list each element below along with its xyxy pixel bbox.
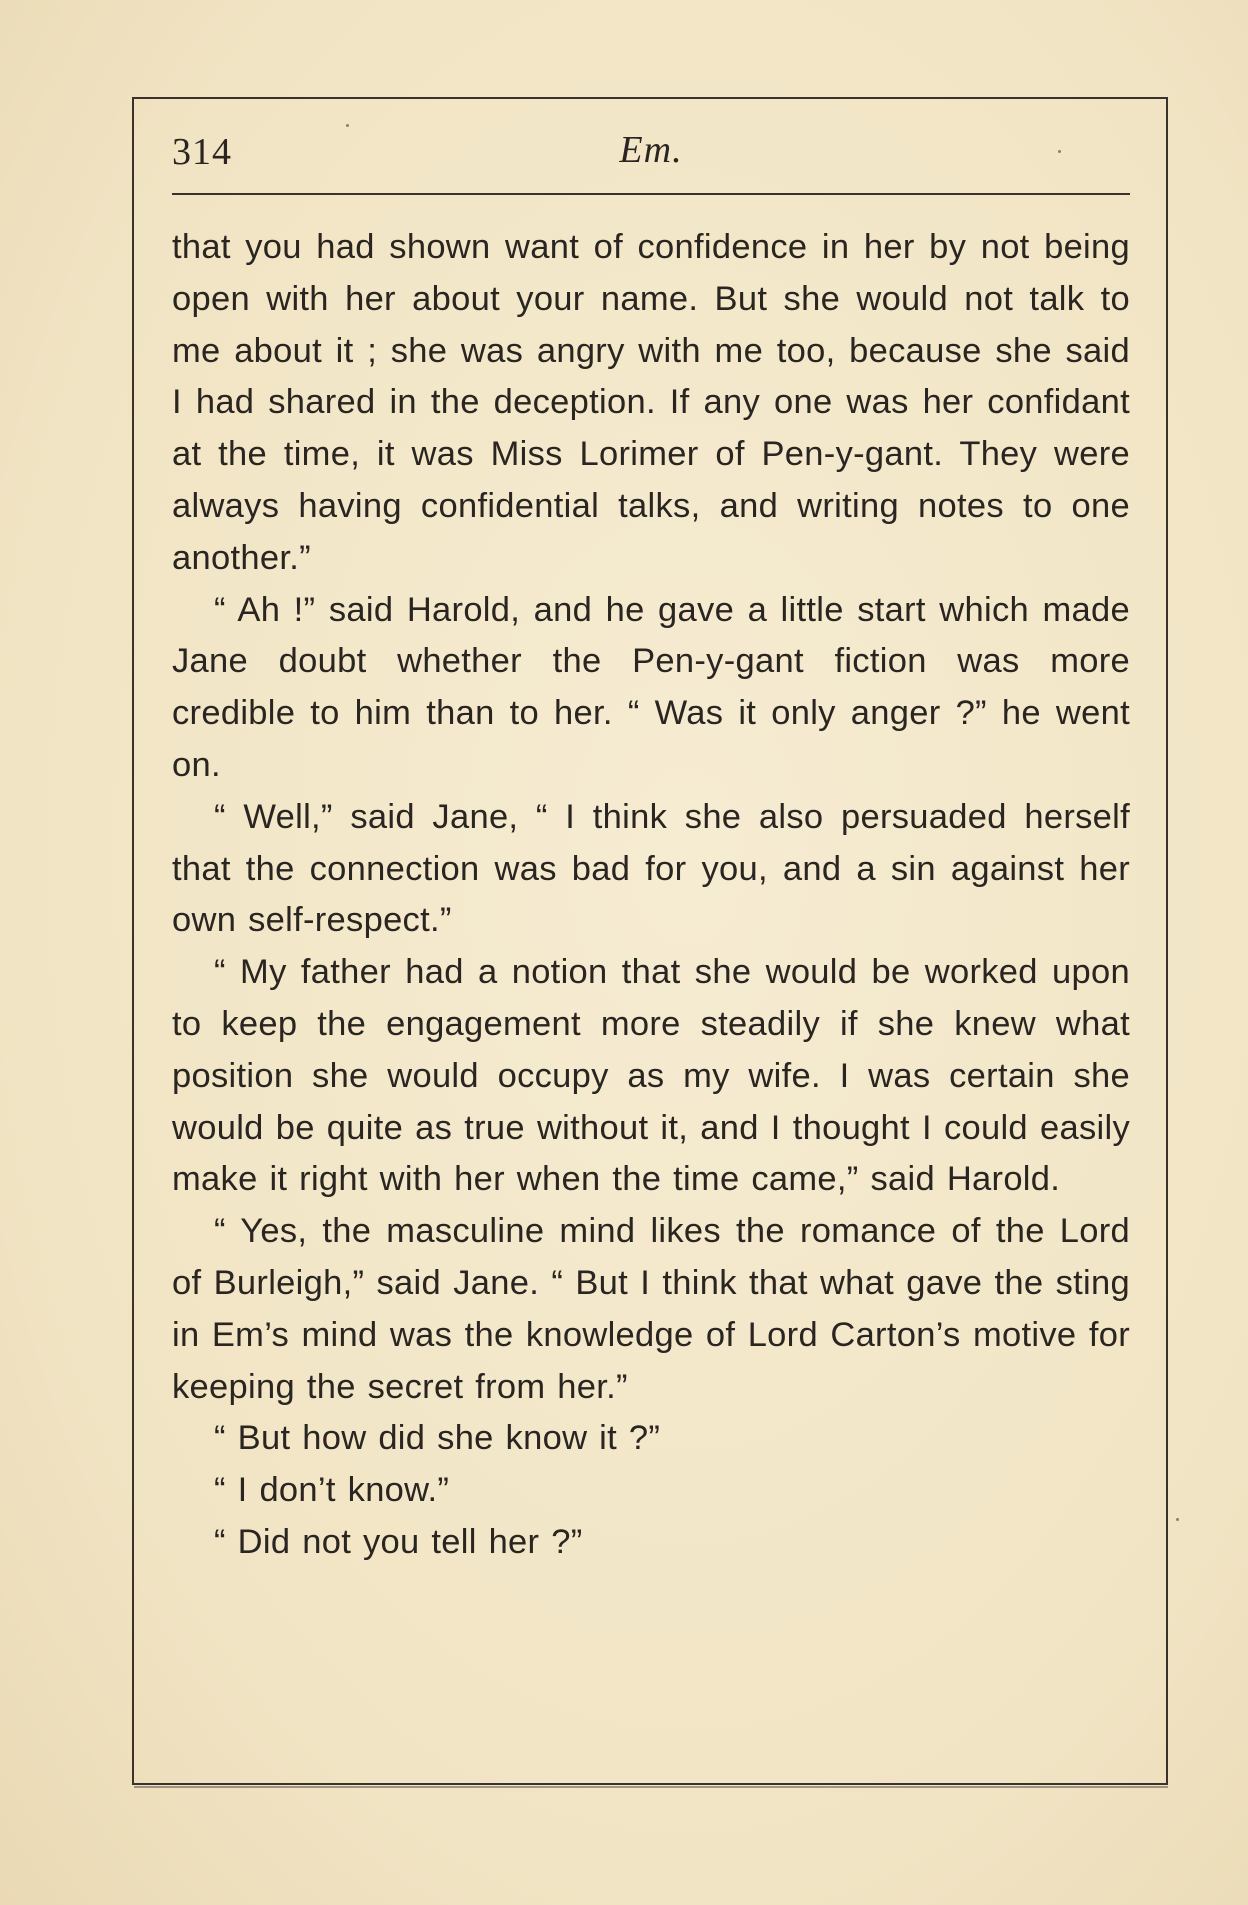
page-number: 314 [172, 131, 232, 173]
paragraph: “ Well,” said Jane, “ I think she also persuaded herself that the connection was bad for you, and a sin against her own self-respect.” [172, 797, 1130, 940]
paragraph: “ Yes, the masculine mind likes the romance of the Lord of Burleigh,” said Jane. “ But I think that what gave the sting in Em’s mind was the knowledge of Lord Carton’s motive for keeping the secret from her.” [172, 1212, 1130, 1406]
header-rule [172, 193, 1130, 195]
body-text [172, 222, 1130, 1569]
ink-speck [346, 124, 349, 127]
paragraph: “ I don’t know.” [214, 1471, 450, 1510]
paragraph: “ Did not you tell her ?” [214, 1522, 583, 1561]
ink-speck [1176, 1518, 1179, 1521]
frame-bottom-rule [134, 1786, 1168, 1788]
paragraph: “ Ah !” said Harold, and he gave a little start which made Jane doubt whether the Pen-y-gant fiction was more credible to him than to her. “ Was it only anger ?” he went on. [172, 590, 1130, 784]
paragraph: that you had shown want of confidence in her by not being open with her about your name. But she would not talk to me about it ; she was angry with me too, because she said I had shared in the deception. If any one was her confidant at the time, it was Miss Lorimer of Pen-y-gant. They were always having confidential talks, and writing notes to one another.” [172, 228, 1130, 577]
paragraph: “ But how did she know it ?” [214, 1419, 661, 1458]
running-title: Em. [619, 129, 683, 171]
running-head [172, 128, 1130, 188]
paragraph: “ My father had a notion that she would be worked upon to keep the engagement more steadily if she knew what position she would occupy as my wife. I was certain she would be quite as true without it, and I thought I could easily make it right with her when the time came,” said Harold. [172, 953, 1130, 1199]
